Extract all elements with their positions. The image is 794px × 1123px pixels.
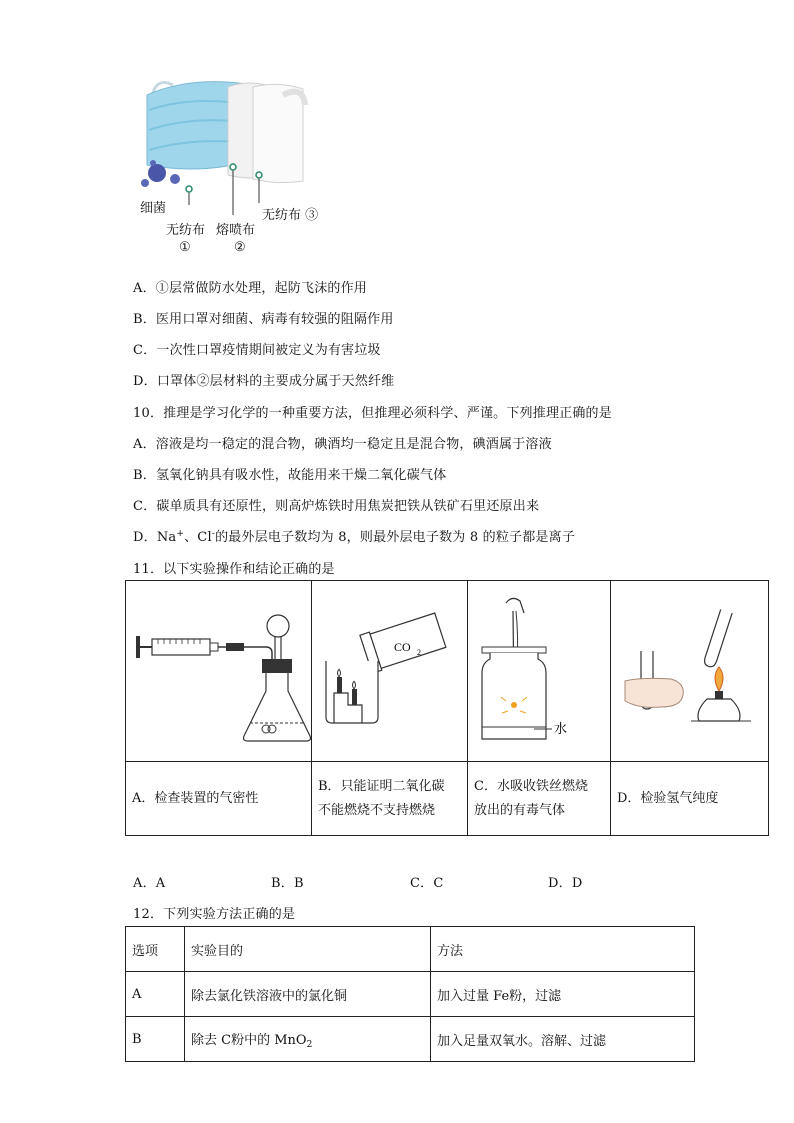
q9-option-a: A．①层常做防水处理，起防飞沫的作用 xyxy=(133,281,367,296)
q11-caption-c: C．水吸收铁丝燃烧 放出的有毒气体 xyxy=(468,762,611,836)
q10-option-b: B．氢氧化钠具有吸水性，故能用来干燥二氧化碳气体 xyxy=(133,468,447,483)
label-layer3: 无纺布 ③ xyxy=(262,208,319,223)
q11-choice-d: D．D xyxy=(548,876,583,891)
q11-choice-a: A．A xyxy=(133,876,166,891)
airtight-check-apparatus xyxy=(126,581,311,757)
q11-table xyxy=(125,580,769,836)
header-goal: 实验目的 xyxy=(185,927,431,972)
q11-caption-d: D．检验氢气纯度 xyxy=(611,762,769,836)
q10-d-prefix: D．Na xyxy=(133,530,177,545)
q12-stem: 12．下列实验方法正确的是 xyxy=(133,907,296,922)
water-label: 水 xyxy=(554,722,568,737)
header-method: 方法 xyxy=(431,927,695,972)
row-b-goal: 除去 C粉中的 MnO$_2$ xyxy=(185,1017,431,1062)
q10-d-sup2: - xyxy=(211,529,216,539)
table-row xyxy=(126,1017,695,1062)
q11-cell-b-image xyxy=(312,581,468,762)
hydrogen-purity-apparatus xyxy=(611,581,768,757)
q11-cell-a-image xyxy=(126,581,312,762)
q11-caption-b: B．只能证明二氧化碳 不能燃烧不支持燃烧 xyxy=(312,762,468,836)
q9-option-d: D．口罩体②层材料的主要成分属于天然纤维 xyxy=(133,374,395,389)
q10-d-mid: 、Cl xyxy=(184,530,212,545)
co2-label: CO xyxy=(394,640,411,654)
q12-table xyxy=(125,926,695,1062)
co2-sub: 2 xyxy=(417,648,421,657)
q10-stem: 10．推理是学习化学的一种重要方法，但推理必须科学、严谨。下列推理正确的是 xyxy=(133,406,612,421)
row-b-option: B xyxy=(126,1017,185,1062)
table-header-row xyxy=(126,927,695,972)
row-a-method: 加入过量 Fe粉，过滤 xyxy=(431,972,695,1017)
table-row xyxy=(126,972,695,1017)
label-layer2-num: ② xyxy=(234,240,246,255)
q11-choice-c: C．C xyxy=(410,876,444,891)
q10-d-rest: 的最外层电子数均为 8，则最外层电子数为 8 的粒子都是离子 xyxy=(215,530,576,545)
co2-candle-apparatus xyxy=(312,581,467,757)
header-option: 选项 xyxy=(126,927,185,972)
label-layer2: 熔喷布 xyxy=(216,223,256,238)
row-a-option: A xyxy=(126,972,185,1017)
label-bacteria: 细菌 xyxy=(140,201,167,216)
q11-stem: 11．以下实验操作和结论正确的是 xyxy=(133,562,335,577)
q10-option-a: A．溶液是均一稳定的混合物，碘酒均一稳定且是混合物，碘酒属于溶液 xyxy=(133,437,552,452)
row-b-method: 加入足量双氧水。溶解、过滤 xyxy=(431,1017,695,1062)
iron-wire-combustion-apparatus xyxy=(468,581,610,757)
q10-option-c: C．碳单质具有还原性，则高炉炼铁时用焦炭把铁从铁矿石里还原出来 xyxy=(133,499,540,514)
label-layer1: 无纺布 xyxy=(166,223,206,238)
q11-cell-d-image xyxy=(611,581,769,762)
q9-option-c: C．一次性口罩疫情期间被定义为有害垃圾 xyxy=(133,343,381,358)
q11-choice-b: B．B xyxy=(271,876,304,891)
q11-caption-a: A．检查装置的气密性 xyxy=(126,762,312,836)
row-a-goal: 除去氯化铁溶液中的氯化铜 xyxy=(185,972,431,1017)
q11-cell-c-image xyxy=(468,581,611,762)
q9-option-b: B．医用口罩对细菌、病毒有较强的阻隔作用 xyxy=(133,312,394,327)
q10-option-d xyxy=(133,526,575,545)
label-layer1-num: ① xyxy=(179,240,191,255)
q10-d-sup1: + xyxy=(176,529,185,539)
